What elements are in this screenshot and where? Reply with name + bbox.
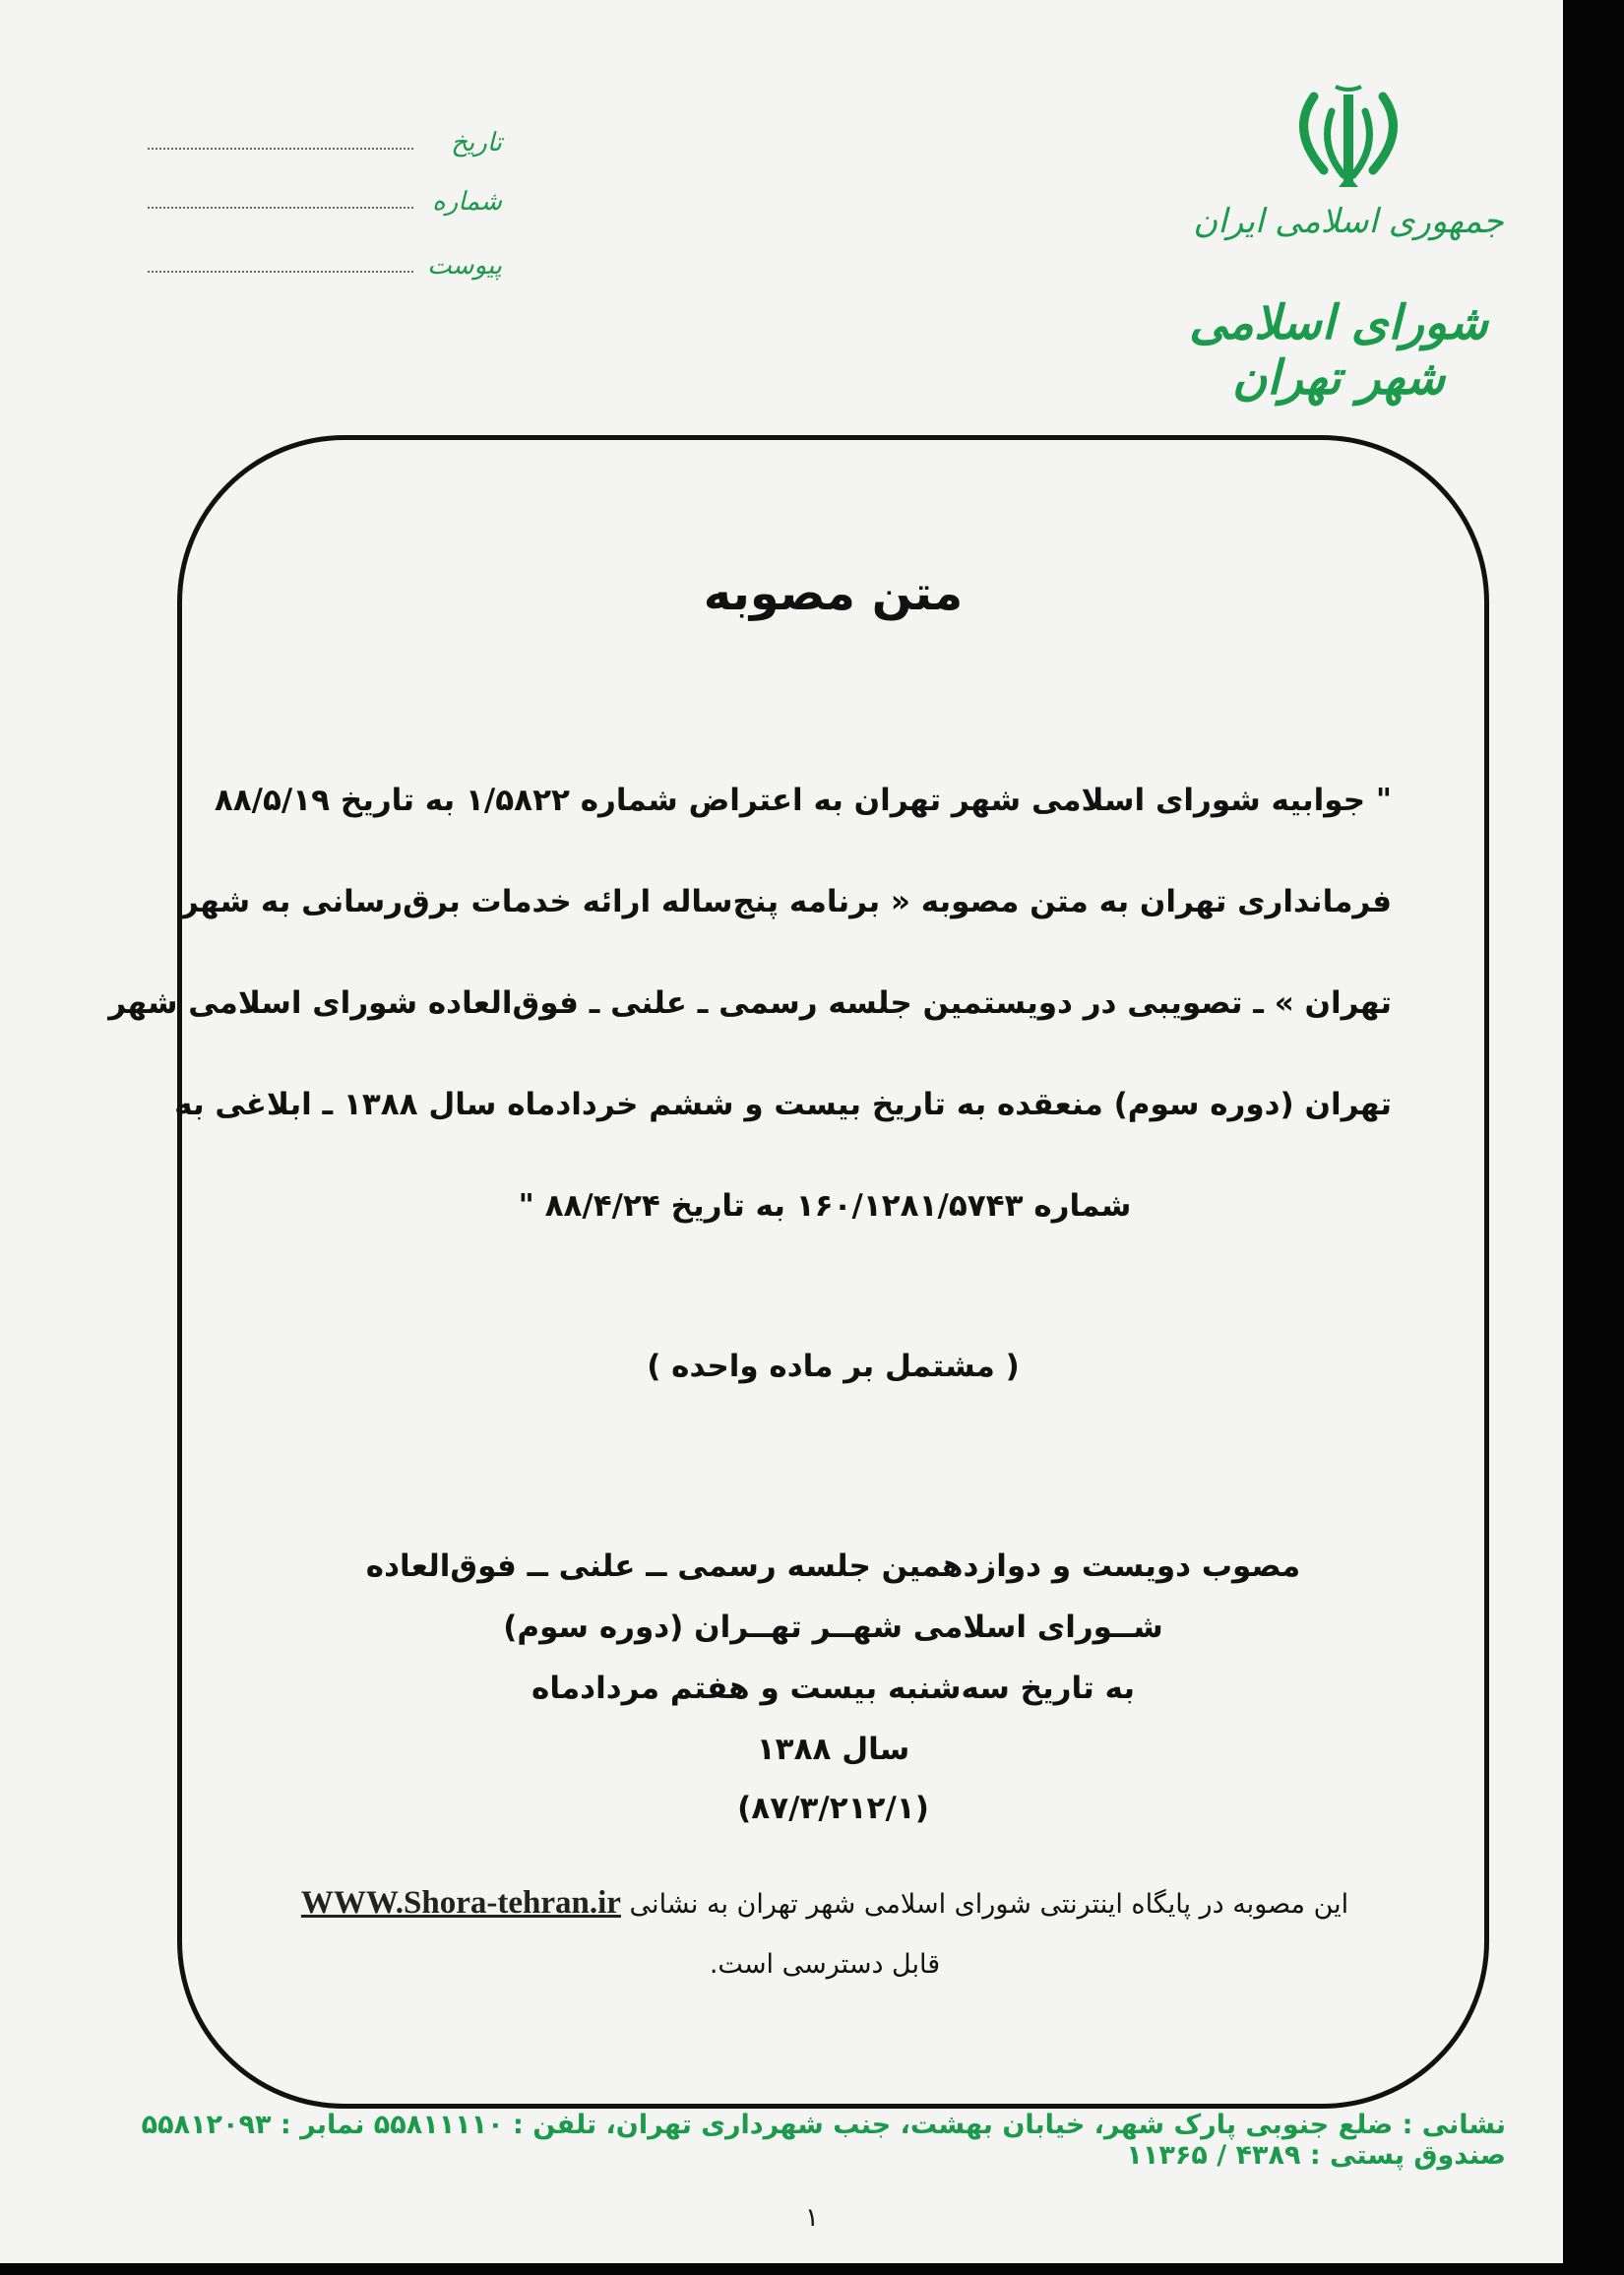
subtitle: ( مشتمل بر ماده واحده ) [647,1349,1020,1384]
date-field [148,118,502,158]
page-number: ۱ [805,2203,819,2233]
attachment-field [148,241,502,281]
scan-edge-right [1563,0,1624,2275]
approval-line: به تاریخ سه‌شنبه بیست و هفتم مردادماه [531,1671,1135,1706]
attachment-label: پیوست [427,251,502,281]
paragraph-line: تهران (دوره سوم) منعقده به تاریخ بیست و ششم خردادماه سال ۱۳۸۸ ـ ابلاغی به [174,1087,1392,1122]
paragraph-line: تهران » ـ تصویبی در دویستمین جلسه رسمی ـ علنی ـ فوق‌العاده شورای اسلامی شهر [108,985,1392,1021]
date-label: تاریخ [451,128,502,158]
paragraph-line: " جوابیه شورای اسلامی شهر تهران به اعتراض شماره ۱/۵۸۲۲ به تاریخ ۸۸/۵/۱۹ [214,783,1392,818]
website-note [258,1885,1392,1922]
footer-address: نشانی : ضلع جنوبی پارک شهر، خیابان بهشت، جنب شهرداری تهران، تلفن : ۵۵۸۱۱۱۱۰ نمابر : ۵۵۸۱۲۰۹۳ صندوق پستی : ۴۳۸۹ / ۱۱۳۶۵ [141,2110,1506,2171]
approval-line: شــورای اسلامی شهــر تهــران (دوره سوم) [503,1610,1163,1645]
scan-edge-bottom [0,2263,1624,2275]
approval-line: مصوب دویست و دوازدهمین جلسه رسمی ــ علنی ــ فوق‌العاده [365,1548,1301,1584]
document-title: متن مصوبه [703,566,964,621]
website-link[interactable]: WWW.Shora-tehran.ir [300,1885,621,1921]
content-frame [108,435,1489,2109]
paragraph-line: فرمانداری تهران به متن مصوبه « برنامه پنج‌ساله ارائه خدمات برق‌رسانی به شهر [180,884,1392,919]
approval-line: (۸۷/۳/۲۱۲/۱) [737,1791,929,1826]
approval-line: سال ۱۳۸۸ [756,1732,910,1767]
website-prefix: این مصوبه در پایگاه اینترنتی شورای اسلامی شهر تهران به نشانی [629,1889,1349,1920]
council-heading: شورای اسلامی شهر تهران [1189,295,1488,406]
dotted-line [148,271,413,273]
dotted-line [148,148,413,150]
paragraph-line: شماره ۱۶۰/۱۲۸۱/۵۷۴۳ به تاریخ ۸۸/۴/۲۴ " [518,1188,1132,1224]
website-suffix: قابل دسترسی است. [709,1949,941,1980]
republic-heading: جمهوری اسلامی ایران [1193,202,1504,241]
iran-emblem-logo [1284,77,1412,195]
number-field [148,177,502,217]
number-label: شماره [432,187,502,217]
dotted-line [148,207,413,209]
